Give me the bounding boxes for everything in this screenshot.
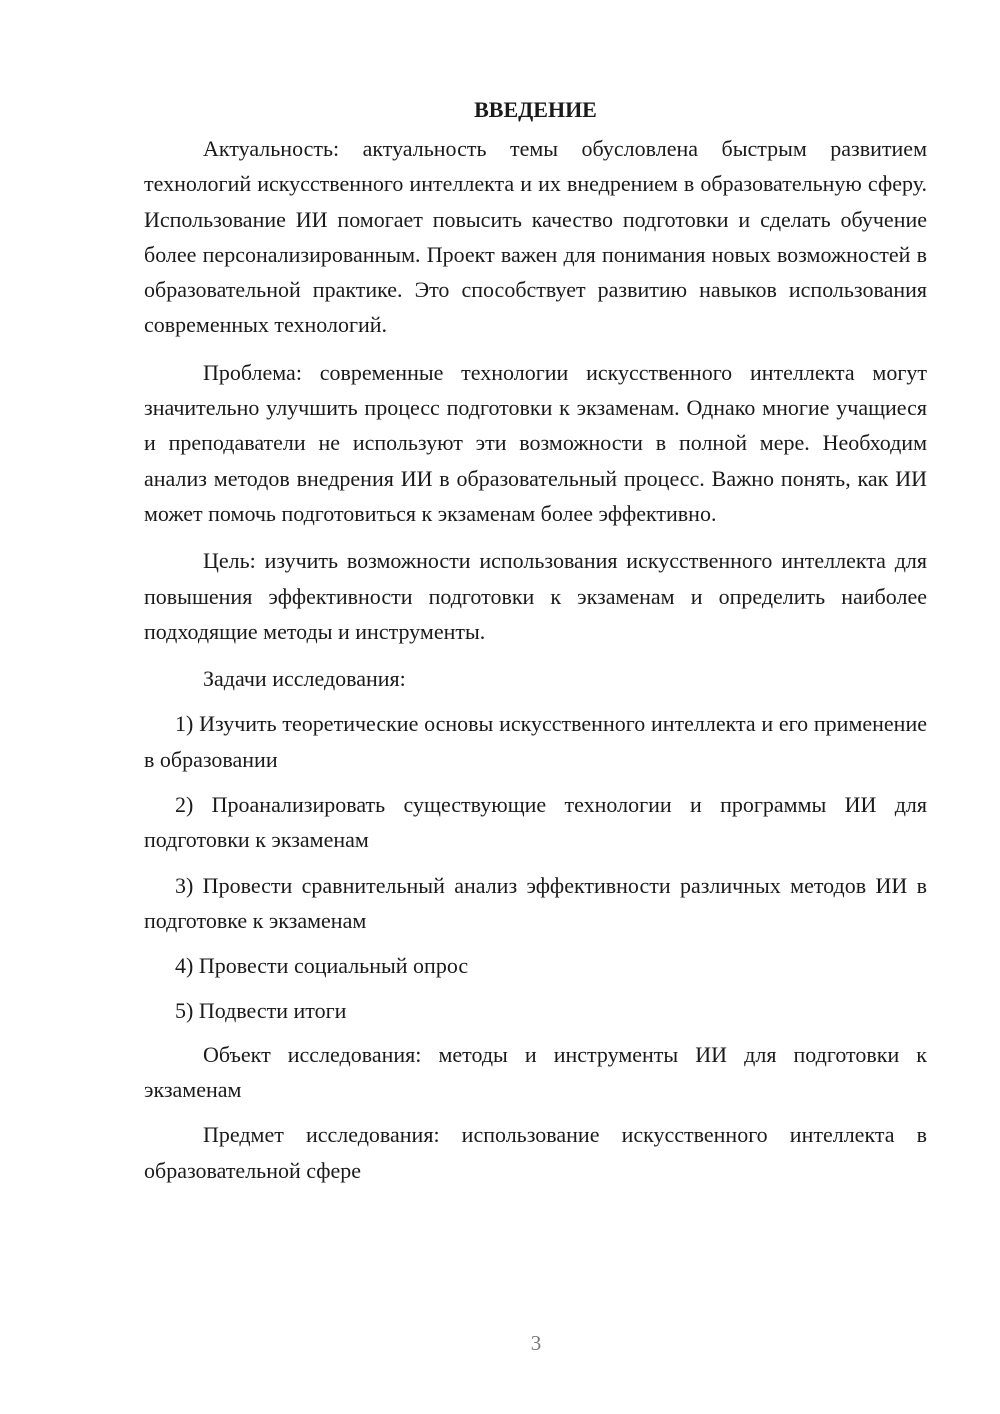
task-item-2: 2) Проанализировать существующие технологии и программы ИИ для подготовки к экзаменам — [144, 792, 927, 853]
subject-paragraph: Предмет исследования: использование искусственного интеллекта в образовательной сфере — [144, 1122, 927, 1183]
section-heading: ВВЕДЕНИЕ — [474, 97, 597, 122]
problem-paragraph: Проблема: современные технологии искусственного интеллекта могут значительно улучшить процесс подготовки к экзаменам. Однако многие учащиеся и преподаватели не используют эти возможности в полной мере. Необходим анализ методов внедрения ИИ в образовательный процесс. Важно понять, как ИИ может помочь подготовиться к экзаменам более эффективно. — [144, 359, 927, 526]
task-item-5: 5) Подвести итоги — [175, 997, 347, 1023]
goal-paragraph: Цель: изучить возможности использования искусственного интеллекта для повышения эффективности подготовки к экзаменам и определить наиболее подходящие методы и инструменты. — [144, 548, 927, 644]
task-item-4: 4) Провести социальный опрос — [175, 953, 469, 979]
relevance-paragraph: Актуальность: актуальность темы обусловлена быстрым развитием технологий искусственного интеллекта и их внедрением в образовательную сферу. Использование ИИ помогает повысить качество подготовки и сделать обучение более персонализированным. Проект важен для понимания новых возможностей в образовательной практике. Это способствует развитию навыков использования современных технологий. — [144, 136, 927, 338]
page-content — [144, 92, 927, 1198]
object-paragraph: Объект исследования: методы и инструменты ИИ для подготовки к экзаменам — [144, 1041, 927, 1103]
task-item-1: 1) Изучить теоретические основы искусственного интеллекта и его применение в образовании — [144, 711, 927, 772]
task-item-3: 3) Провести сравнительный анализ эффективности различных методов ИИ в подготовке к экзаменам — [144, 872, 927, 933]
page-number: 3 — [530, 1331, 542, 1355]
tasks-heading: Задачи исследования: — [203, 666, 406, 692]
